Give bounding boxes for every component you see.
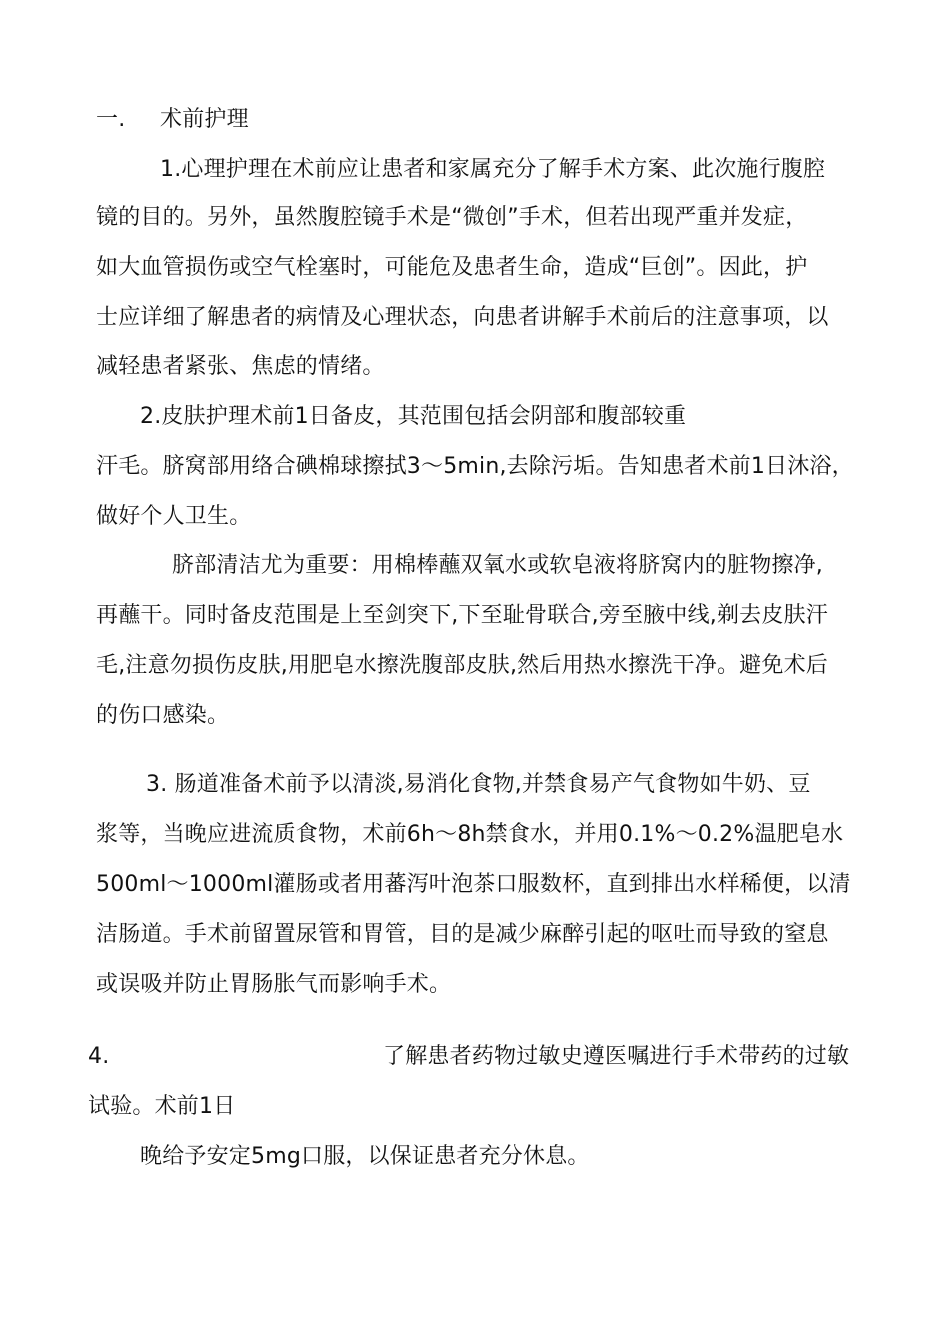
paragraph-line: 再蘸干。同时备皮范围是上至剑突下,下至耻骨联合,旁至腋中线,剃去皮肤汗: [96, 603, 828, 628]
paragraph-line: 士应详细了解患者的病情及心理状态，向患者讲解手术前后的注意事项，以: [96, 305, 829, 330]
paragraph-line: 了解患者药物过敏史遵医嘱进行手术带药的过敏: [383, 1044, 850, 1069]
paragraph-line: 汗毛。脐窝部用络合碘棉球擦拭3〜5min,去除污垢。告知患者术前1日沐浴，: [96, 454, 854, 479]
paragraph-line: 晚给予安定5mg口服，以保证患者充分休息。: [140, 1144, 590, 1169]
paragraph-line: 2.皮肤护理术前1日备皮，其范围包括会阴部和腹部较重: [140, 404, 687, 429]
paragraph-line: 的伤口感染。: [96, 703, 230, 728]
paragraph-line: 如大血管损伤或空气栓塞时，可能危及患者生命，造成“巨创”。因此，护: [96, 255, 808, 280]
paragraph-line: 浆等，当晚应进流质食物，术前6h〜8h禁食水，并用0.1%〜0.2%温肥皂水: [96, 822, 844, 847]
paragraph-line: 洁肠道。手术前留置尿管和胃管，目的是减少麻醉引起的呕吐而导致的窒息: [96, 922, 829, 947]
paragraph-line: 1.心理护理在术前应让患者和家属充分了解手术方案、此次施行腹腔: [160, 157, 826, 182]
paragraph-line: 镜的目的。另外，虽然腹腔镜手术是“微创”手术，但若出现严重并发症，: [96, 205, 808, 230]
paragraph-line: 3. 肠道准备术前予以清淡,易消化食物,并禁食易产气食物如牛奶、豆: [146, 772, 811, 797]
paragraph-line: 毛,注意勿损伤皮肤,用肥皂水擦洗腹部皮肤,然后用热水擦洗干净。避免术后: [96, 653, 828, 678]
item-number: 4.: [88, 1044, 110, 1069]
section-title: 术前护理: [160, 107, 249, 132]
paragraph-line: 做好个人卫生。: [96, 504, 252, 529]
section-number: 一.: [96, 107, 126, 132]
paragraph-line: 试验。术前1日: [88, 1094, 236, 1119]
paragraph-line: 脐部清洁尤为重要：用棉棒蘸双氧水或软皂液将脐窝内的脏物擦净,: [172, 553, 823, 578]
paragraph-line: 减轻患者紧张、焦虑的情绪。: [96, 354, 385, 379]
paragraph-line: 500ml〜1000ml灌肠或者用蕃泻叶泡茶口服数杯，直到排出水样稀便，以清: [96, 872, 851, 897]
paragraph-line: 或误吸并防止胃肠胀气而影响手术。: [96, 972, 452, 997]
